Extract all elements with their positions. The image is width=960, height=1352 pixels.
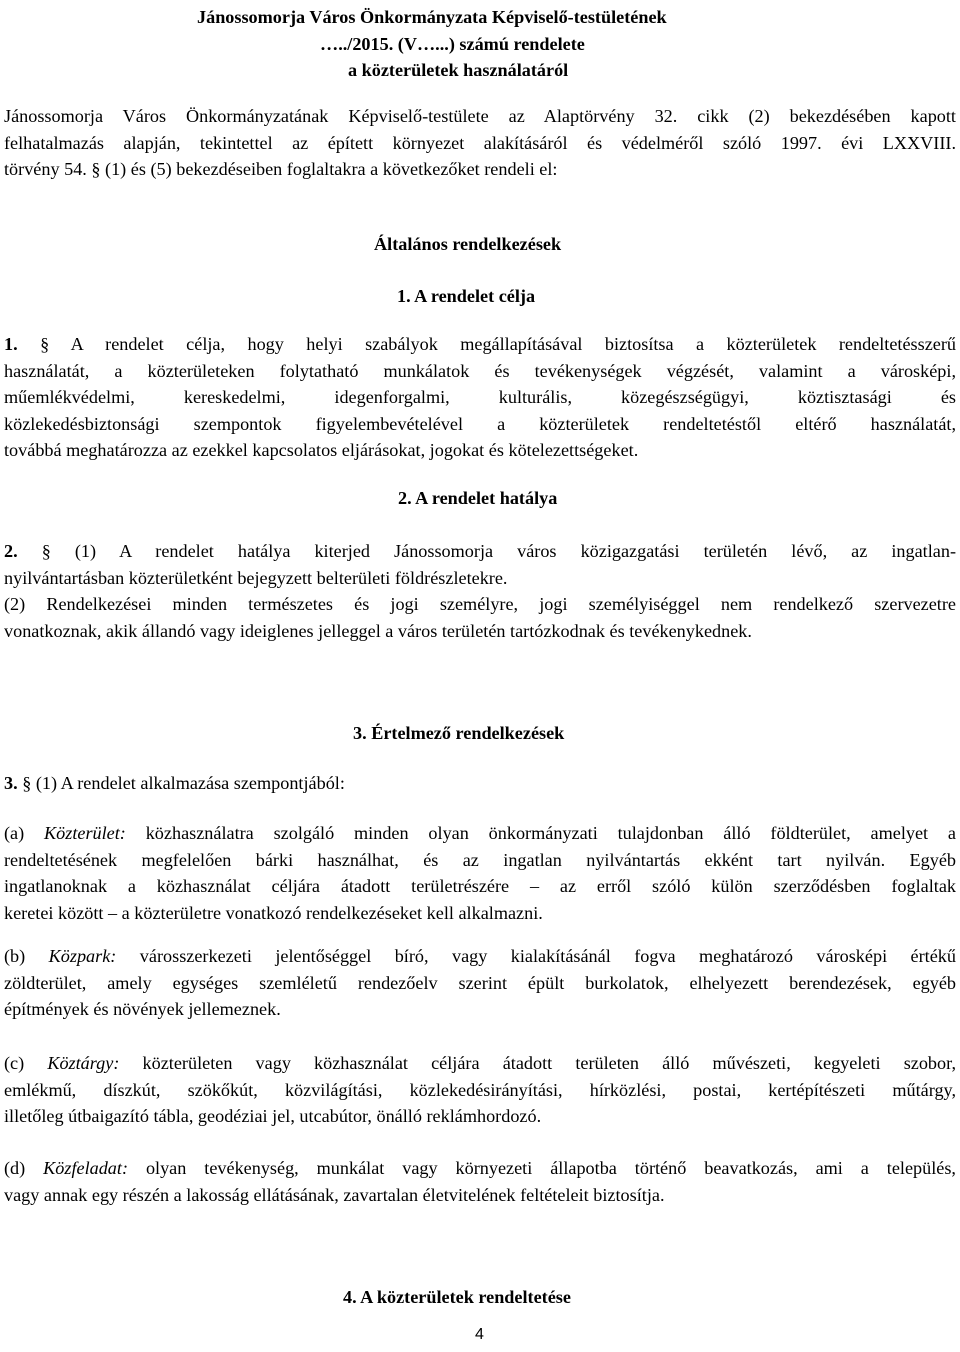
s3-intro [4, 770, 345, 797]
s3-intro-text: § (1) A rendelet alkalmazása szempontjából: [22, 773, 345, 793]
definition-text: olyan tevékenység, munkálat vagy környezeti állapotba történő beavatkozás, ami a település, [128, 1158, 956, 1178]
s3-heading: 3. Értelmező rendelkezések [353, 723, 565, 743]
definition-line: keretei között – a közterületre vonatkozó rendelkezéseket kell alkalmazni. [4, 902, 543, 923]
definition-text: közhasználatra szolgáló minden olyan önkormányzati tulajdonban álló földterület, amelyet a [125, 823, 956, 843]
s2-text: § (1) A rendelet hatálya kiterjed Jánossomorja város közigazgatási területén lévő, az ingatlan- [41, 541, 956, 561]
definition-term: Közfeladat: [43, 1158, 129, 1178]
definition-line: emlékmű, díszkút, szökőkút, közvilágítási, közlekedésirányítási, hírközlési, postai, kertépítészeti műtárgy, [4, 1079, 956, 1100]
preamble-line: felhatalmazás alapján, tekintettel az épített környezet alakításáról és védelméről szóló 1997. évi LXXVIII. [4, 132, 956, 153]
definition-label: (d) [4, 1158, 44, 1178]
definition-term: Közterület: [44, 823, 126, 843]
s3-number: 3. [4, 773, 18, 793]
s1-line: továbbá meghatározza az ezekkel kapcsolatos eljárásokat, jogokat és kötelezettségeket. [4, 440, 639, 460]
definition-line: illetőleg útbaigazító tábla, geodéziai jel, utcabútor, önálló reklámhordozó. [4, 1106, 542, 1126]
page-number: 4 [475, 1326, 484, 1343]
s4-heading: 4. A közterületek rendeltetése [343, 1287, 571, 1307]
definition-line: rendeltetésének megfelelően bárki használhat, és az ingatlan nyilvántartás ekként tart nyilván. Egyéb [4, 849, 956, 870]
definition-label: (a) [4, 823, 45, 843]
definition-line [4, 1050, 956, 1077]
definition-line: építmények és növények jellemeznek. [4, 999, 281, 1019]
s2-heading: 2. A rendelet hatálya [398, 488, 558, 508]
definition-label: (b) [4, 946, 49, 966]
s1-line: használatát, a közterületeken folytatható munkálatok és tevékenységek végzését, valamint a városképi, [4, 360, 956, 381]
preamble-line: Jánossomorja Város Önkormányzatának Képviselő-testülete az Alaptörvény 32. cikk (2) bekezdésében kapott [4, 106, 956, 126]
s2-number: 2. [4, 541, 18, 561]
preamble-line: törvény 54. § (1) és (5) bekezdéseiben foglaltakra a következőket rendeli el: [4, 159, 558, 179]
definition-b [4, 943, 956, 1023]
s2-line: (2) Rendelkezései minden természetes és jogi személyre, jogi személyiséggel nem rendelkező szervezetre [4, 594, 956, 614]
definition-text: városszerkezeti jelentőséggel bíró, vagy kialakításánál fogva meghatározó városképi értékű [116, 946, 956, 966]
definition-line: vagy annak egy részén a lakosság ellátásának, zavartalan életvitelének feltételeit biztosítja. [4, 1184, 665, 1205]
title-line-1: Jánossomorja Város Önkormányzata Képviselő-testületének [197, 7, 667, 27]
definition-line: zöldterület, amely egységes szemléletű rendezőelv szerint épült burkolatok, elhelyezett berendezések, egyéb [4, 972, 956, 993]
s2-line [4, 538, 956, 565]
s2-line: vonatkoznak, akik állandó vagy ideiglenes jelleggel a város területén tartózkodnak és tevékenykednek. [4, 620, 752, 641]
s1-number: 1. [4, 334, 18, 354]
title-line-2: …../2015. (V…...) számú rendelete [320, 34, 585, 54]
s1-body [4, 331, 956, 464]
section-general-heading: Általános rendelkezések [374, 234, 562, 254]
s2-body [4, 538, 956, 644]
definition-c [4, 1050, 956, 1130]
s2-line: nyilvántartásban közterületként bejegyzett belterületi földrészletekre. [4, 567, 508, 588]
s1-text: § A rendelet célja, hogy helyi szabályok megállapításával biztosítsa a közterületek rendeltetésszerű [40, 334, 956, 354]
s1-line: közlekedésbiztonsági szempontok figyelembevételével a közterületek rendeltetéstől eltérő használatát, [4, 413, 956, 434]
preamble [4, 103, 956, 183]
definition-d [4, 1155, 956, 1208]
s1-line: műemlékvédelmi, kereskedelmi, idegenforgalmi, kulturális, közegészségügyi, köztisztasági és [4, 387, 956, 407]
definition-text: közterületen vagy közhasználat céljára átadott területen álló művészeti, kegyeleti szobor, [119, 1053, 956, 1073]
s1-line [4, 331, 956, 358]
definition-line [4, 820, 956, 847]
definition-line [4, 943, 956, 970]
definition-line [4, 1155, 956, 1182]
title-line-3: a közterületek használatáról [348, 60, 569, 80]
definition-term: Közpark: [48, 946, 117, 966]
definition-label: (c) [4, 1053, 48, 1073]
definition-a [4, 820, 956, 926]
definition-line: ingatlanoknak a közhasználat céljára átadott területrészére – az erről szóló külön szerződésben foglaltak [4, 876, 956, 896]
s1-heading: 1. A rendelet célja [397, 286, 536, 306]
definition-term: Köztárgy: [47, 1053, 120, 1073]
